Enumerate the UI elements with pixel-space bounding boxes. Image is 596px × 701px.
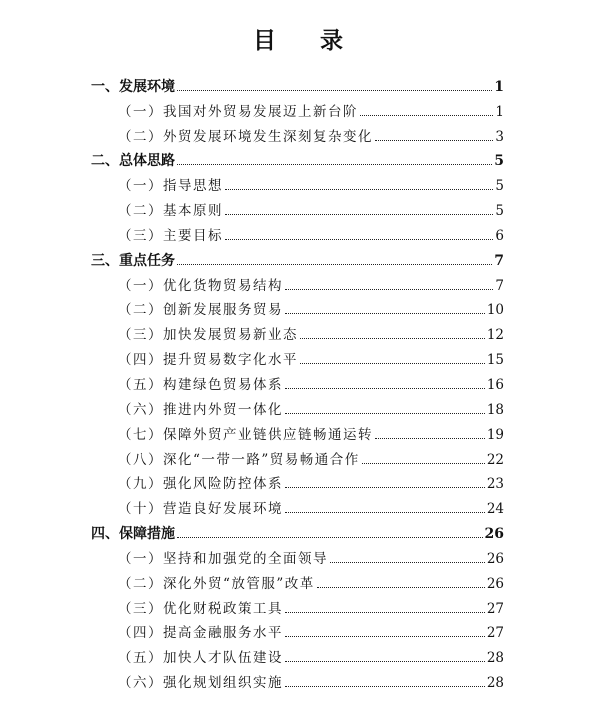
toc-subsection-entry[interactable] — [0, 95, 504, 120]
toc-subsection-entry-page-number: 12 — [486, 327, 504, 344]
dot-leader — [362, 463, 485, 464]
dot-leader — [177, 537, 483, 538]
dot-leader — [285, 413, 485, 414]
toc-subsection-entry-label: （八）深化“一带一路”贸易畅通合作 — [118, 451, 360, 468]
toc-subsection-entry-label: （一）优化货物贸易结构 — [118, 277, 283, 294]
toc-section-entry[interactable] — [0, 517, 504, 542]
toc-subsection-entry-page-number: 16 — [486, 376, 504, 393]
toc-subsection-entry-label: （七）保障外贸产业链供应链畅通运转 — [118, 426, 373, 443]
toc-subsection-entry-label: （二）创新发展服务贸易 — [118, 302, 283, 319]
toc-subsection-entry[interactable] — [0, 641, 504, 666]
dot-leader — [177, 264, 492, 265]
toc-section-entry[interactable] — [0, 244, 504, 269]
toc-subsection-entry-page-number: 26 — [486, 575, 504, 592]
toc-section-entry-page-number: 26 — [484, 526, 504, 543]
toc-subsection-entry-label: （四）提升贸易数字化水平 — [118, 352, 298, 369]
toc-subsection-entry[interactable] — [0, 468, 504, 493]
toc-section-entry[interactable] — [0, 70, 504, 95]
toc-subsection-entry-label: （六）强化规划组织实施 — [118, 675, 283, 692]
toc-subsection-entry[interactable] — [0, 666, 504, 691]
toc-section-entry-page-number: 1 — [494, 78, 504, 95]
toc-subsection-entry-page-number: 5 — [495, 203, 504, 220]
toc-subsection-entry-label: （五）构建绿色贸易体系 — [118, 376, 283, 393]
dot-leader — [375, 438, 485, 439]
dot-leader — [317, 587, 485, 588]
dot-leader — [360, 115, 493, 116]
toc-subsection-entry[interactable] — [0, 418, 504, 443]
toc-subsection-entry-label: （二）基本原则 — [118, 203, 223, 220]
dot-leader — [285, 686, 485, 687]
dot-leader — [177, 90, 492, 91]
toc-subsection-entry-label: （三）加快发展贸易新业态 — [118, 327, 298, 344]
table-of-contents — [0, 70, 596, 691]
toc-subsection-entry-label: （一）坚持和加强党的全面领导 — [118, 550, 328, 567]
page-title: 目 录 — [252, 27, 361, 54]
toc-subsection-entry-page-number: 5 — [495, 178, 504, 195]
dot-leader — [300, 338, 485, 339]
toc-section-entry-page-number: 7 — [494, 252, 504, 269]
toc-subsection-entry-label: （二）深化外贸“放管服”改革 — [118, 575, 315, 592]
toc-subsection-entry-label: （一）我国对外贸易发展迈上新台阶 — [118, 103, 358, 120]
toc-subsection-entry-label: （一）指导思想 — [118, 178, 223, 195]
toc-subsection-entry-page-number: 23 — [486, 476, 504, 493]
dot-leader — [285, 661, 485, 662]
dot-leader — [285, 313, 485, 314]
toc-subsection-entry[interactable] — [0, 492, 504, 517]
toc-subsection-entry-page-number: 10 — [486, 302, 504, 319]
toc-subsection-entry-page-number: 1 — [495, 103, 504, 120]
toc-subsection-entry-label: （二）外贸发展环境发生深刻复杂变化 — [118, 128, 373, 145]
toc-subsection-entry-page-number: 24 — [486, 501, 504, 518]
dot-leader — [225, 214, 493, 215]
toc-subsection-entry[interactable] — [0, 318, 504, 343]
dot-leader — [300, 363, 485, 364]
toc-subsection-entry-label: （六）推进内外贸一体化 — [118, 401, 283, 418]
toc-subsection-entry-page-number: 18 — [486, 401, 504, 418]
dot-leader — [285, 636, 485, 637]
toc-subsection-entry[interactable] — [0, 269, 504, 294]
toc-subsection-entry-label: （四）提高金融服务水平 — [118, 625, 283, 642]
dot-leader — [225, 189, 493, 190]
toc-subsection-entry-label: （九）强化风险防控体系 — [118, 476, 283, 493]
toc-subsection-entry-label: （五）加快人才队伍建设 — [118, 650, 283, 667]
toc-subsection-entry-label: （三）优化财税政策工具 — [118, 600, 283, 617]
toc-subsection-entry[interactable] — [0, 443, 504, 468]
toc-subsection-entry-page-number: 27 — [486, 600, 504, 617]
toc-subsection-entry-label: （三）主要目标 — [118, 227, 223, 244]
toc-subsection-entry[interactable] — [0, 368, 504, 393]
toc-subsection-entry[interactable] — [0, 592, 504, 617]
toc-section-entry[interactable] — [0, 145, 504, 170]
dot-leader — [177, 164, 492, 165]
dot-leader — [285, 612, 485, 613]
dot-leader — [225, 239, 493, 240]
toc-subsection-entry-page-number: 6 — [495, 227, 504, 244]
toc-subsection-entry[interactable] — [0, 393, 504, 418]
toc-subsection-entry[interactable] — [0, 567, 504, 592]
toc-subsection-entry-label: （十）营造良好发展环境 — [118, 501, 283, 518]
toc-section-entry-page-number: 5 — [494, 153, 504, 170]
toc-subsection-entry[interactable] — [0, 169, 504, 194]
toc-subsection-entry[interactable] — [0, 219, 504, 244]
toc-subsection-entry-page-number: 26 — [486, 550, 504, 567]
toc-subsection-entry-page-number: 3 — [495, 128, 504, 145]
toc-subsection-entry[interactable] — [0, 343, 504, 368]
toc-subsection-entry[interactable] — [0, 294, 504, 319]
toc-section-entry-label: 一、发展环境 — [91, 78, 175, 95]
toc-subsection-entry-page-number: 19 — [486, 426, 504, 443]
toc-subsection-entry-page-number: 15 — [486, 352, 504, 369]
dot-leader — [330, 562, 485, 563]
toc-subsection-entry[interactable] — [0, 542, 504, 567]
toc-subsection-entry-page-number: 22 — [486, 451, 504, 468]
dot-leader — [285, 289, 493, 290]
toc-subsection-entry[interactable] — [0, 617, 504, 642]
dot-leader — [285, 388, 485, 389]
dot-leader — [285, 487, 485, 488]
dot-leader — [375, 140, 493, 141]
toc-section-entry-label: 二、总体思路 — [91, 153, 175, 170]
toc-subsection-entry-page-number: 28 — [486, 650, 504, 667]
toc-subsection-entry[interactable] — [0, 194, 504, 219]
toc-subsection-entry[interactable] — [0, 120, 504, 145]
toc-subsection-entry-page-number: 28 — [486, 675, 504, 692]
toc-section-entry-label: 三、重点任务 — [91, 252, 175, 269]
toc-subsection-entry-page-number: 7 — [495, 277, 504, 294]
toc-subsection-entry-page-number: 27 — [486, 625, 504, 642]
toc-section-entry-label: 四、保障措施 — [91, 526, 175, 543]
dot-leader — [285, 512, 485, 513]
